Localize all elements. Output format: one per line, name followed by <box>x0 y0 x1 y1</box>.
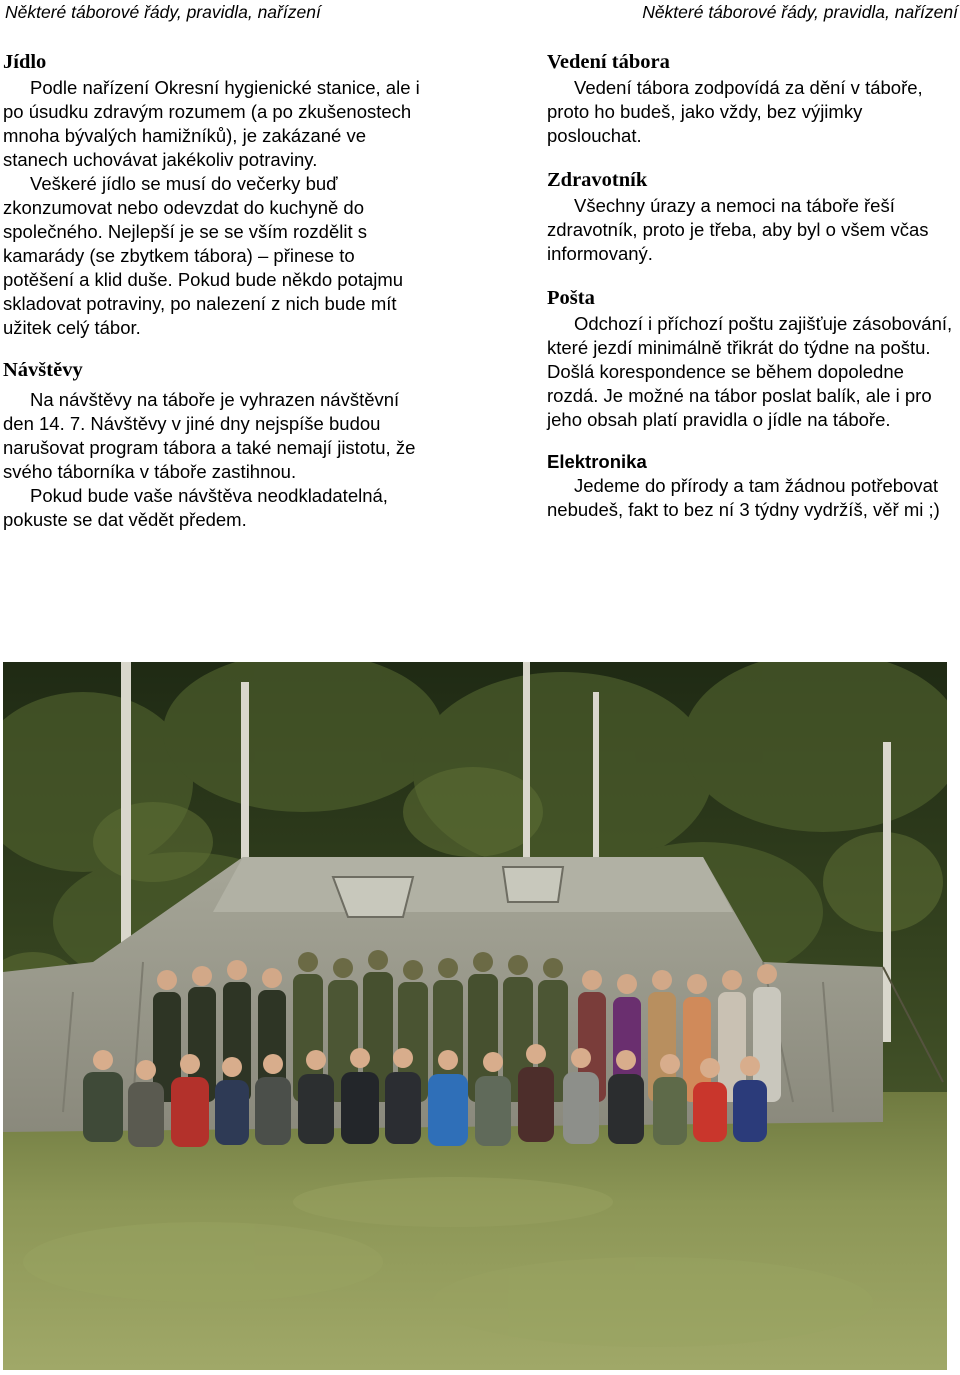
section-elektronika <box>547 450 960 522</box>
section-zdravotnik <box>547 166 960 266</box>
paragraph: Pokud bude vaše návštěva neodkladatelná, pokuste se dat vědět předem. <box>3 485 388 530</box>
paragraph: Veškeré jídlo se musí do večerky buď zkonzumovat nebo odevzdat do kuchyně do společného. Nejlepší je se se vším rozdělit s kamarády (se zbytkem tábora) – přinese to potěšení a klid duše. Pokud bude někdo potajmu skladovat potraviny, po nalezení z nich bude mít užitek celý tábor. <box>3 173 404 338</box>
left-column <box>3 48 423 532</box>
section-posta <box>547 284 960 432</box>
paragraph: Jedeme do přírody a tam žádnou potřebovat nebudeš, fakt to bez ní 3 týdny vydržíš, věř mi ;) <box>547 475 940 520</box>
group-photo <box>3 662 947 1370</box>
running-header-left: Některé táborové řády, pravidla, nařízení <box>5 2 321 22</box>
paragraph: Podle nařízení Okresní hygienické stanice, ale i po úsudku zdravým rozumem (a po zkušenostech mnoha bývalých hamižníků), je zakázané ve stanech uchovávat jakékoliv potraviny. <box>3 77 420 170</box>
section-heading-elektronika: Elektronika <box>547 451 647 472</box>
section-heading-jidlo: Jídlo <box>3 51 47 73</box>
section-heading-navstevy: Návštěvy <box>3 359 83 381</box>
section-heading-posta: Pošta <box>547 287 595 309</box>
paragraph: Na návštěvy na táboře je vyhrazen návštěvní den 14. 7. Návštěvy v jiné dny nejspíše budou narušovat program tábora a také nemají jistotu, že svého táborníka v táboře zastihnou. <box>3 389 416 482</box>
section-heading-vedeni: Vedení tábora <box>547 51 670 73</box>
group-photo-illustration <box>3 662 947 1370</box>
paragraph: Vedení tábora zodpovídá za dění v táboře, proto ho budeš, jako vždy, bez výjimky poslouchat. <box>547 77 923 146</box>
right-column <box>547 48 960 522</box>
paragraph: Všechny úrazy a nemoci na táboře řeší zdravotník, proto je třeba, aby byl o všem včas informovaný. <box>547 195 929 264</box>
running-header-right: Některé táborové řády, pravidla, nařízení <box>642 2 958 22</box>
section-heading-zdravotnik: Zdravotník <box>547 169 648 191</box>
paragraph: Odchozí i příchozí poštu zajišťuje zásobování, které jezdí minimálně třikrát do týdne na poštu. Došlá korespondence se během dopoledne rozdá. Je možné na tábor poslat balík, ale i pro jeho obsah platí pravidla o jídle na táboře. <box>547 313 953 430</box>
section-navstevy <box>3 356 423 532</box>
section-jidlo <box>3 48 423 340</box>
section-vedeni <box>547 48 960 148</box>
